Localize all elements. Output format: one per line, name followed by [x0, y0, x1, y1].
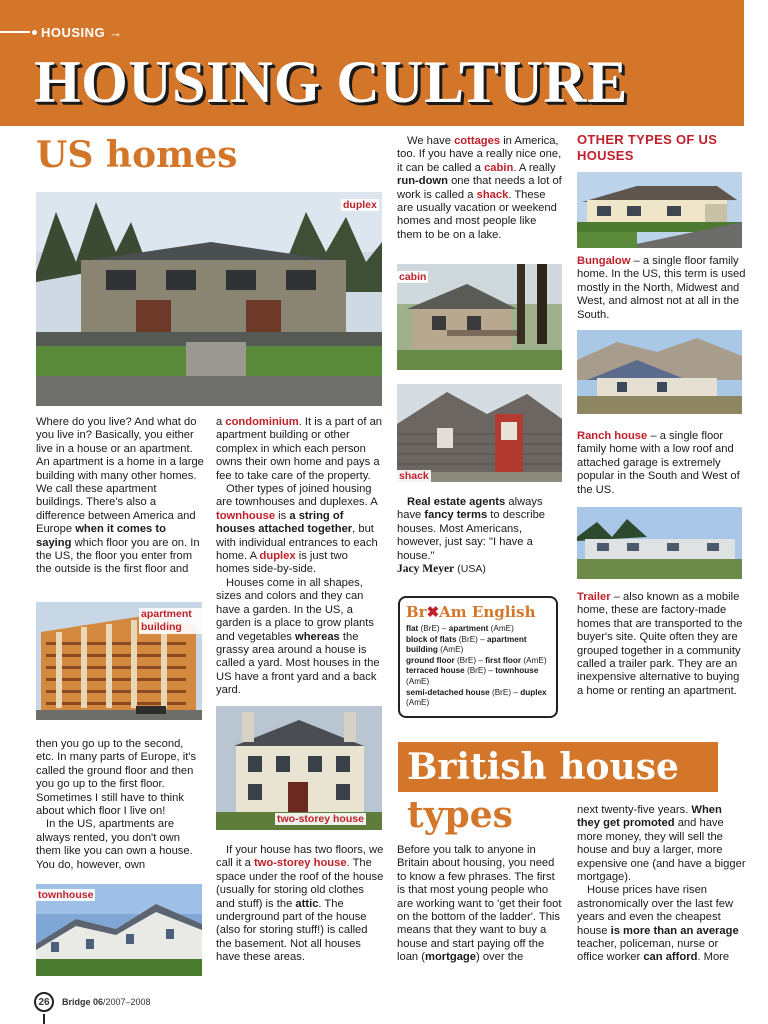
- text-col2-b: [216, 844, 384, 965]
- text-col1a-tail: which floor you are on. In the US, the floor you enter from the outside is the first floor and: [36, 536, 200, 576]
- arrow-right-icon: →: [109, 24, 123, 40]
- caption-cabin: cabin: [399, 271, 427, 283]
- col2-p3-a: Houses come in all shapes, sizes and colors and they can have a garden. In the US, a garden is a place to grow plants and vegetables: [216, 576, 374, 643]
- two-storey-house-photo: [216, 706, 382, 830]
- bre-term: terraced house: [406, 666, 465, 676]
- term-shack: shack: [476, 188, 509, 201]
- other-types-heading: OTHER TYPES OF US HOUSES: [577, 132, 718, 163]
- british-col-a-2: ) over the: [475, 951, 524, 964]
- ame-tag: (AmE): [406, 676, 430, 686]
- bre-ame-box: [398, 596, 558, 718]
- term-two-storey: two-storey house: [253, 857, 347, 870]
- section-tag: [0, 22, 123, 42]
- section-tag-label: HOUSING: [41, 24, 106, 40]
- british-house-title: British house: [407, 746, 679, 788]
- bre-tag: (BrE) –: [489, 687, 521, 697]
- bre-term: flat: [406, 624, 419, 633]
- term-mortgage: mortgage: [425, 951, 476, 964]
- text-col1b: then you go up to the second, etc. In many parts of Europe, it's called the ground floor and then you go up to the first floor. Sometimes I still have to think about which floor I live on!: [36, 738, 197, 818]
- us-homes-heading: US homes: [36, 134, 238, 176]
- bre-tag: (BrE) –: [454, 655, 486, 665]
- british-col-b: [577, 804, 747, 965]
- term-real-estate-agents: Real estate agents: [407, 496, 506, 508]
- caption-townhouse: townhouse: [38, 889, 94, 901]
- term-trailer: Trailer: [577, 591, 611, 603]
- col2-p4-c: . The underground part of the house (also for storing stuff!) is called the basement. Not all houses have these areas.: [216, 897, 368, 964]
- col3-p2-b: to describe houses. Most Americans, however, just say: "I have a house.": [397, 509, 546, 562]
- term-run-down: run-down: [397, 175, 448, 188]
- text-col3-b: [397, 496, 563, 576]
- footer-divider: [43, 1014, 45, 1024]
- caption-shack: shack: [399, 470, 429, 482]
- text-col1b-p2: In the US, apartments are always rented, you don't own them like you can own a house. You do, however, own: [36, 818, 193, 871]
- term-townhouse: townhouse: [216, 509, 276, 522]
- col2-p4-b: . The space under the roof of the house (usually for storing old clothes and stuff) is the: [216, 857, 384, 910]
- bre-term: ground floor: [406, 655, 455, 665]
- ranch-text: [577, 430, 747, 497]
- ame-term: first floor: [485, 655, 522, 665]
- british-col-b-bold1: When they get promoted: [577, 804, 722, 830]
- british-col-b-2: and have more money, they will sell the house and buy a larger, more expensive one (and have a bigger mortgage).: [577, 817, 746, 884]
- british-col-b-1: next twenty-five years.: [577, 804, 689, 816]
- bre-tag: (BrE) –: [456, 634, 487, 644]
- list-item: [406, 656, 550, 667]
- text-col2-a: [216, 416, 384, 698]
- caption-duplex: duplex: [343, 199, 377, 211]
- page-footer: [34, 992, 151, 1012]
- col3-p1-b: in America, too. If you have a really nice one, it can be called a: [397, 135, 562, 174]
- col2-p4-a: If your house has two floors, we call it a: [216, 844, 384, 870]
- ame-tag: (AmE): [406, 698, 430, 708]
- british-col-b-bold2: is more than an average: [610, 924, 739, 937]
- trailer-desc: – also known as a mobile home, these are factory-made homes that are transported to the buyer's site. Quite often they are grouped together in a community called a trailer park. They are an inexpensive alternative to buying a home or renting an apartment.: [577, 591, 743, 697]
- page-title: HOUSING CULTURE: [34, 49, 628, 115]
- ame-tag: (AmE): [521, 655, 547, 665]
- col2-p2-start: Other types of joined housing are townhouses and duplexes. A: [216, 483, 378, 509]
- list-item: [406, 688, 550, 709]
- bre-term: semi-detached house: [406, 687, 490, 697]
- ame-term: apartment: [448, 624, 489, 633]
- tag-line: [0, 31, 30, 33]
- col2-p2-mid1: is: [278, 509, 287, 522]
- text-col1a: Where do you live? And what do you live in? Basically, you either live in a house or an apartment. An apartment is a home in a large building with many other homes. We call these apartment buildings. There's also a difference between America and Europe: [36, 416, 204, 536]
- ame-tag: (AmE): [488, 624, 514, 633]
- magazine-year: /2007–2008: [103, 997, 151, 1007]
- col2-p3-bold: whereas: [295, 630, 340, 643]
- col2-p3-b: the grassy area around a house is called a yard. Most houses in the US have a front yard and a back yard.: [216, 630, 380, 697]
- british-col-b-4: teacher, policeman, nurse or office worker: [577, 938, 719, 964]
- ranch-desc: – a single floor family home with a low roof and attached garage is extremely popular in the South and West of the US.: [577, 430, 740, 496]
- term-duplex: duplex: [259, 550, 296, 563]
- bungalow-photo: [577, 172, 742, 248]
- trailer-text: [577, 591, 747, 698]
- bre-term: block of flats: [406, 634, 457, 644]
- col3-p2-a: always have: [397, 496, 543, 522]
- caption-apartment-building: apartment building: [139, 608, 203, 634]
- author-name: Jacy Meyer: [397, 563, 455, 576]
- col3-p1-d: one that needs a lot of work is called a: [397, 175, 562, 201]
- british-col-b-3: House prices have risen astronomically over the last few years and even the cheapest house: [577, 884, 734, 937]
- bre-ame-list: [406, 624, 550, 709]
- col3-p1-e: . These are usually vacation or weekend homes and most people like them to be on a lake.: [397, 188, 557, 241]
- ame-tag: (AmE): [437, 645, 464, 655]
- magazine-brand: Bridge 06: [62, 997, 104, 1007]
- bungalow-text: [577, 255, 747, 322]
- bre-ame-title: [406, 602, 550, 622]
- text-col3-a: [397, 135, 563, 242]
- col3-p1-a: We have: [407, 135, 451, 147]
- caption-two-storey-house: two-storey house: [277, 813, 364, 825]
- list-item: [406, 635, 550, 656]
- page-number: 26: [34, 992, 54, 1012]
- british-col-b-5: . More: [697, 951, 730, 964]
- col2-p1-rest: . It is a part of an apartment building or other complex in which each person owns their own home and pays a fee to take care of the property.: [216, 416, 383, 482]
- col3-p1-c: . A really: [513, 161, 556, 174]
- bungalow-desc: – a single floor family home. In the US, this term is used mostly in the North, Midwest and West, and almost not at all in the South.: [577, 255, 746, 321]
- text-col1-a: [36, 416, 204, 577]
- ranch-house-photo: [577, 330, 742, 414]
- term-condominium: condominium: [225, 416, 299, 428]
- col2-p2-bold: a string of houses attached together: [216, 509, 353, 536]
- bre-tag: (BrE) –: [418, 624, 449, 633]
- term-bungalow: Bungalow: [577, 255, 631, 267]
- author-country: (USA): [457, 563, 486, 576]
- british-col-a: [397, 844, 563, 965]
- col2-p1-pre: a: [216, 416, 223, 428]
- duplex-photo: [36, 192, 382, 406]
- list-item: [406, 624, 550, 635]
- british-house-title-line2: types: [407, 794, 513, 836]
- text-col1a-bold: when it comes to saying: [36, 523, 166, 549]
- term-fancy-terms: fancy terms: [424, 509, 488, 522]
- tag-dot-icon: [32, 30, 37, 35]
- term-attic: attic: [295, 897, 319, 910]
- british-col-b-bold3: can afford: [643, 951, 698, 964]
- term-ranch-house: Ranch house: [577, 430, 648, 442]
- british-col-a-1: Before you talk to anyone in Britain about housing, you need to know a few phrases. The first is that most young people who are working want to 'get their foot on the bottom of the ladder'. This means that they want to buy a house and start paying off the loan (: [397, 844, 562, 964]
- col2-p2-mid2: , but with individual entrances to each home. A: [216, 523, 378, 563]
- bre-ame-title-br: Br: [406, 603, 427, 621]
- term-cabin: cabin: [484, 161, 514, 174]
- ame-term: duplex: [520, 687, 547, 697]
- bre-tag: (BrE) –: [464, 666, 496, 676]
- text-col1-b: [36, 738, 204, 872]
- term-cottages: cottages: [454, 135, 501, 147]
- col2-p2-end: is just two homes side-by-side.: [216, 550, 348, 576]
- ame-term: apartment building: [406, 634, 527, 655]
- bre-ame-title-rest: Am English: [439, 603, 536, 621]
- ame-term: townhouse: [495, 666, 539, 676]
- cross-icon: ✖: [426, 603, 440, 621]
- list-item: [406, 666, 550, 687]
- trailer-photo: [577, 507, 742, 579]
- shack-photo: [397, 384, 562, 482]
